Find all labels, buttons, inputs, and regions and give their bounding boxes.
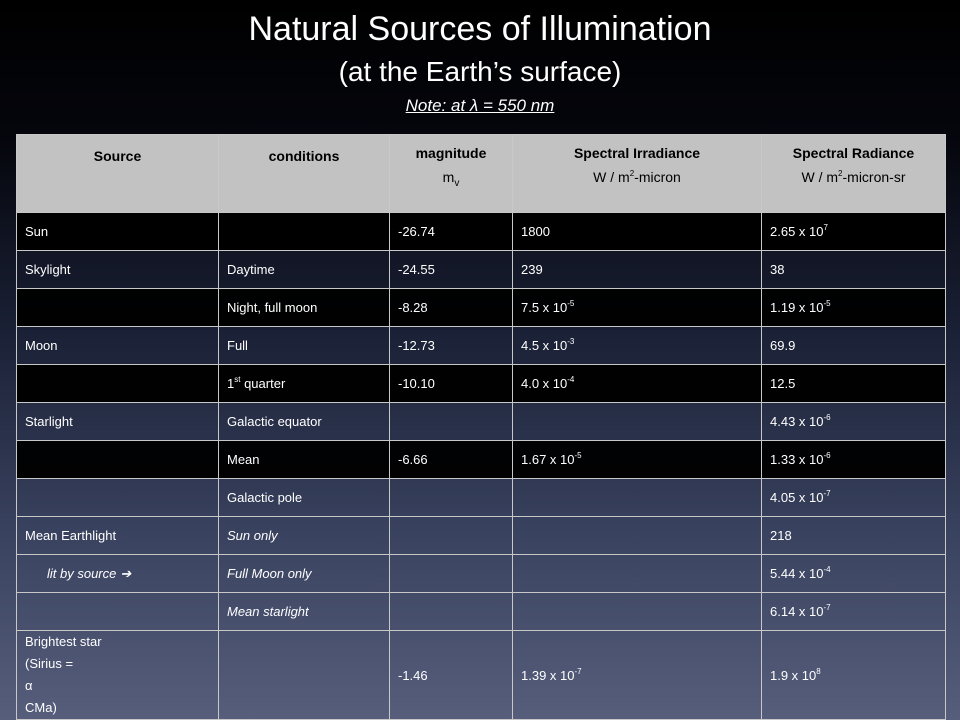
cell-radiance: 12.5 bbox=[762, 365, 946, 403]
cell-source bbox=[17, 441, 219, 479]
cell-conditions: Night, full moon bbox=[219, 289, 390, 327]
cell-magnitude bbox=[390, 403, 513, 441]
cell-irradiance bbox=[513, 479, 762, 517]
header-magnitude-symbol: $m_v$ bbox=[442, 169, 460, 189]
cell-conditions bbox=[219, 213, 390, 251]
cell-conditions: Sun only bbox=[219, 517, 390, 555]
header-magnitude-title: magnitude bbox=[415, 145, 487, 161]
cell-source bbox=[17, 593, 219, 631]
table-row bbox=[17, 517, 946, 555]
cell-source: Moon bbox=[17, 327, 219, 365]
cell-conditions: 1st quarter bbox=[219, 365, 390, 403]
right-arrow-icon: ➔ bbox=[120, 565, 132, 581]
cell-magnitude: -26.74 bbox=[390, 213, 513, 251]
cell-magnitude bbox=[390, 593, 513, 631]
cell-source: Starlight bbox=[17, 403, 219, 441]
table-row bbox=[17, 403, 946, 441]
header-irradiance-units: W / $m^2$-micron bbox=[593, 169, 681, 185]
header-radiance bbox=[762, 135, 946, 213]
slide-subtitle: (at the Earth’s surface) bbox=[338, 56, 622, 87]
cell-irradiance bbox=[513, 555, 762, 593]
cell-magnitude: -10.10 bbox=[390, 365, 513, 403]
wavelength-note: Note: at λ = 550 nm bbox=[405, 96, 555, 115]
cell-radiance: 4.05 x $10^{-7}$ bbox=[762, 479, 946, 517]
cell-radiance: 5.44 x $10^{-4}$ bbox=[762, 555, 946, 593]
cell-conditions: Galactic pole bbox=[219, 479, 390, 517]
cell-magnitude: -1.46 bbox=[390, 631, 513, 720]
cell-conditions: Full bbox=[219, 327, 390, 365]
cell-source: Sun bbox=[17, 213, 219, 251]
cell-source bbox=[17, 289, 219, 327]
slide-title: Natural Sources of Illumination bbox=[248, 10, 712, 48]
header-magnitude bbox=[390, 135, 513, 213]
cell-irradiance: 239 bbox=[513, 251, 762, 289]
table-row bbox=[17, 365, 946, 403]
illumination-table-container bbox=[16, 134, 945, 720]
cell-irradiance: 7.5 x $10^{-5}$ bbox=[513, 289, 762, 327]
cell-magnitude: -12.73 bbox=[390, 327, 513, 365]
cell-radiance: 218 bbox=[762, 517, 946, 555]
table-row bbox=[17, 327, 946, 365]
header-irradiance-title: Spectral Irradiance bbox=[573, 145, 701, 161]
cell-irradiance: 4.5 x $10^{-3}$ bbox=[513, 327, 762, 365]
cell-source: Skylight bbox=[17, 251, 219, 289]
header-conditions: conditions bbox=[219, 135, 390, 213]
cell-conditions: Mean bbox=[219, 441, 390, 479]
source-line-1: Brightest star bbox=[25, 634, 102, 649]
table-row bbox=[17, 555, 946, 593]
cell-conditions: Mean starlight bbox=[219, 593, 390, 631]
cell-source bbox=[17, 479, 219, 517]
cell-magnitude bbox=[390, 555, 513, 593]
cell-radiance: 2.65 x $10^7$ bbox=[762, 213, 946, 251]
cell-irradiance: 4.0 x $10^{-4}$ bbox=[513, 365, 762, 403]
cell-radiance: 38 bbox=[762, 251, 946, 289]
table-row bbox=[17, 593, 946, 631]
header-radiance-units: W / $m^2-micron-sr$ bbox=[801, 169, 906, 185]
cell-conditions: Daytime bbox=[219, 251, 390, 289]
illumination-table bbox=[16, 134, 946, 720]
cell-conditions bbox=[219, 631, 390, 720]
cell-source bbox=[17, 631, 219, 720]
cell-magnitude: -6.66 bbox=[390, 441, 513, 479]
table-row bbox=[17, 479, 946, 517]
source-line-2: (Sirius = α CMa) bbox=[25, 656, 74, 715]
cell-radiance: 1.9 x $10^8$ bbox=[762, 631, 946, 720]
table-row bbox=[17, 251, 946, 289]
cell-irradiance: 1.39 x $10^{-7}$ bbox=[513, 631, 762, 720]
cell-source: Mean Earthlight bbox=[17, 517, 219, 555]
table-row bbox=[17, 289, 946, 327]
cell-radiance: 1.19 x $10^{-5}$ bbox=[762, 289, 946, 327]
cell-conditions: Galactic equator bbox=[219, 403, 390, 441]
cell-irradiance: 1.67 x $10^{-5}$ bbox=[513, 441, 762, 479]
cell-magnitude: -24.55 bbox=[390, 251, 513, 289]
cell-magnitude: -8.28 bbox=[390, 289, 513, 327]
cell-irradiance bbox=[513, 593, 762, 631]
table-row bbox=[17, 213, 946, 251]
header-irradiance bbox=[513, 135, 762, 213]
cell-magnitude bbox=[390, 479, 513, 517]
cell-magnitude bbox=[390, 517, 513, 555]
table-header-row bbox=[17, 135, 946, 213]
table-row bbox=[17, 631, 946, 720]
cell-radiance: 69.9 bbox=[762, 327, 946, 365]
cell-irradiance bbox=[513, 517, 762, 555]
table-row bbox=[17, 441, 946, 479]
cell-irradiance bbox=[513, 403, 762, 441]
header-radiance-title: Spectral Radiance bbox=[792, 145, 915, 161]
cell-radiance: 1.33 x $10^{-6}$ bbox=[762, 441, 946, 479]
cell-radiance: 4.43 x $10^{-6}$ bbox=[762, 403, 946, 441]
cell-conditions: Full Moon only bbox=[219, 555, 390, 593]
header-source: Source bbox=[17, 135, 219, 213]
cell-source bbox=[17, 365, 219, 403]
cell-source: lit by source ➔ bbox=[17, 555, 219, 593]
cell-radiance: 6.14 x $10^{-7}$ bbox=[762, 593, 946, 631]
cell-irradiance: 1800 bbox=[513, 213, 762, 251]
